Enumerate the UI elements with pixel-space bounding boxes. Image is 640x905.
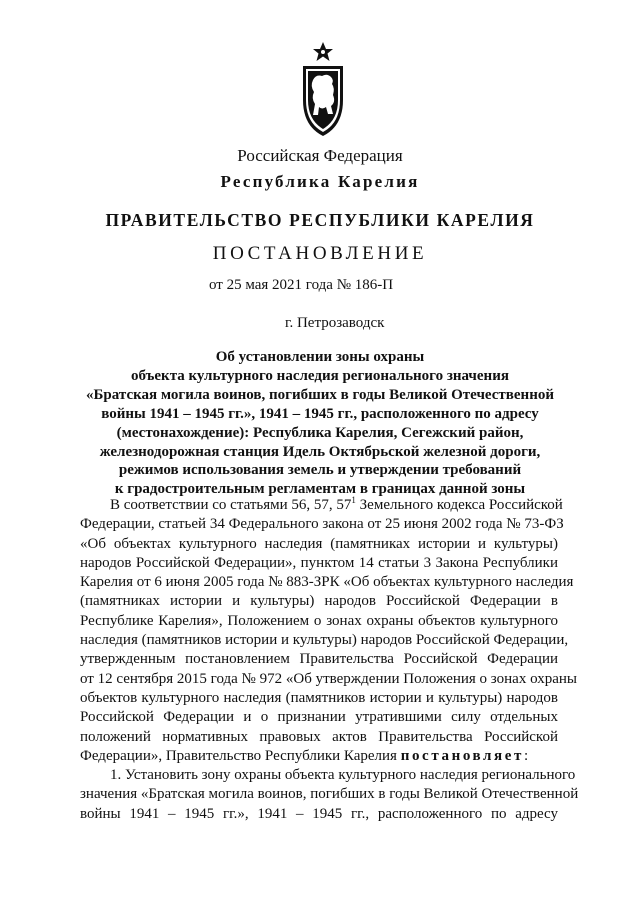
country-name: Российская Федерация (237, 146, 403, 165)
body-line: значения «Братская могила воинов, погибших в годы Великой Отечественной (80, 786, 579, 803)
body-line: Карелия от 6 июня 2005 года № 883-ЗРК «Об объектах культурного наследия (80, 574, 574, 591)
body-line: от 12 сентября 2015 года № 972 «Об утверждении Положения о зонах охраны (80, 670, 577, 687)
superscript: 1 (351, 495, 356, 505)
karelia-coat-of-arms (298, 40, 348, 140)
body-line: объектов культурного наследия (памятников истории и культуры) народов (80, 689, 558, 706)
body-line: (памятниках истории и культуры) народов Российской Федерации в (80, 593, 558, 610)
body-line: 1. Установить зону охраны объекта культурного наследия регионального (110, 767, 576, 784)
resolves-word: постановляет (400, 747, 524, 764)
body-text: Земельного кодекса Российской (355, 497, 563, 513)
document-type: ПОСТАНОВЛЕНИЕ (212, 243, 428, 264)
body-text: В соответствии со статьями 56, 57, 57 (110, 497, 352, 513)
title-line: «Братская могила воинов, погибших в годы Великой Отечественной (86, 386, 554, 403)
body-line: войны 1941 – 1945 гг.», 1941 – 1945 гг., расположенного по адресу (80, 805, 558, 822)
body-line: Российской Федерации и о признании утратившими силу отдельных (80, 709, 558, 726)
document-title (80, 348, 560, 499)
republic-name: Республика Карелия (220, 172, 420, 191)
title-line: железнодорожная станция Идель Октябрьской железной дороги, (99, 443, 541, 460)
title-line: к градостроительным регламентам в границах данной зоны (114, 481, 526, 498)
title-line: объекта культурного наследия регионального значения (131, 367, 509, 384)
body-line: Федерации, статьей 34 Федерального закона от 25 июня 2002 года № 73-ФЗ (80, 516, 564, 533)
title-line: войны 1941 – 1945 гг.», 1941 – 1945 гг., расположенного по адресу (101, 405, 539, 422)
body-line (80, 495, 563, 515)
body-text: Федерации», Правительство Республики Карелия (80, 747, 401, 764)
body-line: Республике Карелия», Положением о зонах охраны объектов культурного (80, 612, 558, 629)
city: г. Петрозаводск (285, 315, 385, 331)
body-line: положений нормативных правовых актов Правительства Российской (80, 728, 558, 745)
government-name: ПРАВИТЕЛЬСТВО РЕСПУБЛИКИ КАРЕЛИЯ (105, 210, 535, 230)
date-and-number: от 25 мая 2021 года № 186-П (209, 277, 394, 293)
body-line: «Об объектах культурного наследия (памятниках истории и культуры) (80, 535, 558, 552)
title-line: режимов использования земель и утверждении требований (118, 462, 522, 479)
title-line: Об установлении зоны охраны (215, 349, 425, 365)
body-line: утвержденным постановлением Правительства Российской Федерации (80, 651, 558, 668)
title-line: (местонахождение): Республика Карелия, Сегежский район, (116, 424, 524, 441)
document-body (80, 495, 579, 824)
body-line: наследия (памятников истории и культуры) народов Российской Федерации, (80, 632, 569, 649)
body-line (80, 747, 558, 766)
body-line: народов Российской Федерации», пунктом 14 статьи 3 Закона Республики (80, 554, 558, 571)
body-text: : (524, 747, 529, 764)
